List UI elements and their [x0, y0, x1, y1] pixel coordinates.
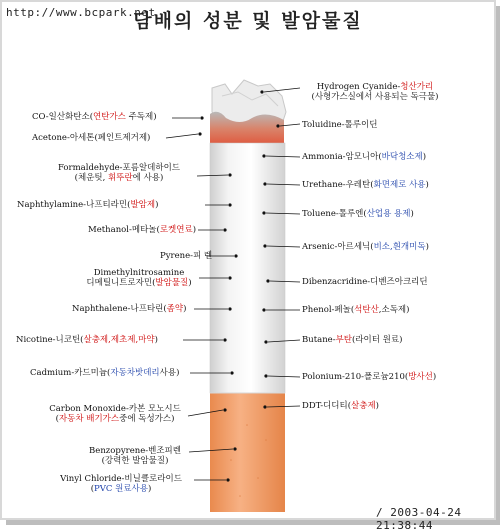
page-title: 담배의 성분 및 발암물질 [133, 10, 363, 32]
cigarette-paper [210, 143, 285, 393]
label-hydrogen-cyanide: Hydrogen Cyanide-청산가리 (사형가스실에서 사용되는 독극물) [311, 82, 439, 102]
label-naphthylamine: Naphthylamine-나프티라민(발암제) [17, 200, 159, 210]
label-ddt: DDT-디디티(살충제) [302, 401, 379, 411]
label-toluidine: Toluidine-톨루이딘 [302, 120, 378, 130]
label-carbon-monoxide-co: CO-일산화탄소(연탄가스 주독제) [32, 112, 157, 122]
label-naphthalene: Naphthalene-나프타린(좀약) [72, 304, 187, 314]
cigarette-filter [210, 393, 285, 512]
label-formaldehyde: Formaldehyde-포름알데하이드 (체운팃, 휘뚜란에 사용) [57, 163, 181, 183]
label-toluene: Toluene-톨루엔(산업용 용제) [302, 209, 414, 219]
label-vinyl-chloride: Vinyl Chloride-비닐클로라이드 (PVC 원료사용) [60, 474, 182, 494]
label-acetone: Acetone-아세톤(페인트제거제) [32, 133, 151, 143]
label-arsenic: Arsenic-아르세닉(비소,흰개미독) [302, 242, 429, 252]
label-phenol: Phenol-페놀(석탄산,소독제) [302, 305, 410, 315]
label-dimethylnitrosamine: Dimethylnitrosamine 디메틸니트로자민(발암물질) [86, 268, 192, 288]
label-pyrene: Pyrene-피 렌 [160, 251, 213, 261]
timestamp: / 2003-04-24 21:38:44 [376, 506, 462, 532]
label-cadmium: Cadmium-카드미늄(자동차밧데리사용) [30, 368, 180, 378]
label-carbon-monoxide: Carbon Monoxide-카본 모노시드 (자동차 배기가스중에 독성가스) [49, 404, 181, 424]
label-benzopyrene: Benzopyrene-벤조피렌 (강력한 발암물질) [89, 446, 181, 466]
watermark-url: http://www.bcpark.net [6, 6, 156, 19]
label-polonium: Polonium-210-폴로늄210(방사선) [302, 372, 437, 382]
label-methanol: Methanol-메타놀(로켓연료) [88, 225, 197, 235]
label-ammonia: Ammonia-암모니아(바닥청소제) [302, 152, 427, 162]
label-nicotine: Nicotine-니코틴(살충제,제초제,마약) [16, 335, 158, 345]
label-butane: Butane-부탄(라이터 원료) [302, 335, 403, 345]
label-dibenzacridine: Dibenzacridine-디벤즈아크리딘 [302, 277, 428, 287]
label-urethane: Urethane-우레탄(화면제로 사용) [302, 180, 429, 190]
